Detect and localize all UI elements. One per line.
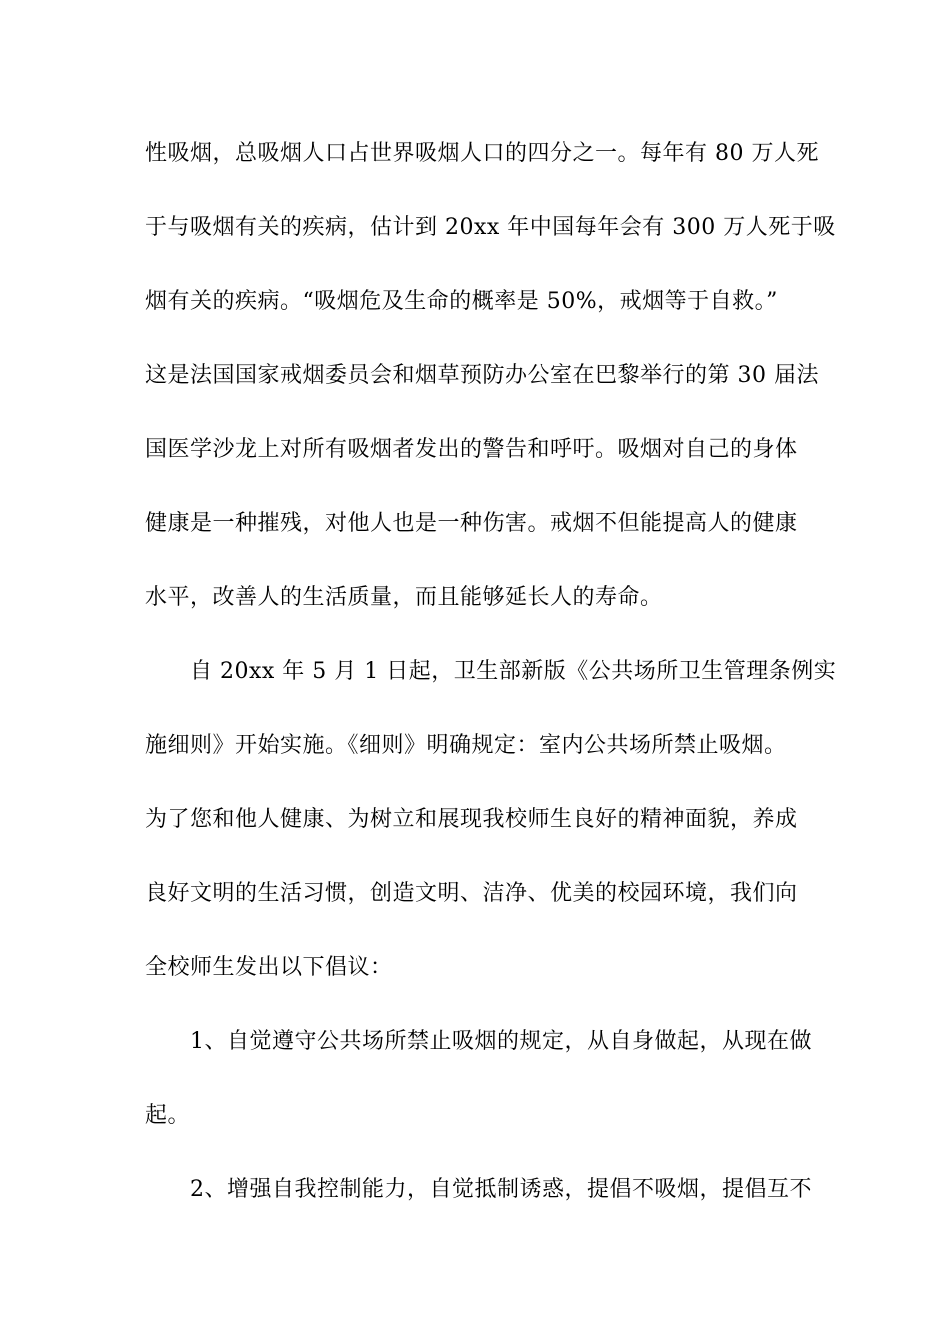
text-line-1: 性吸烟，总吸烟人口占世界吸烟人口的四分之一。每年有 80 万人死 <box>145 141 819 166</box>
text-line-9: 施细则》开始实施。《细则》明确规定：室内公共场所禁止吸烟。 <box>145 733 787 758</box>
text-line-13: 1、自觉遵守公共场所禁止吸烟的规定，从自身做起，从现在做 <box>190 1029 812 1054</box>
text-line-10: 为了您和他人健康、为树立和展现我校师生良好的精神面貌，养成 <box>145 807 798 832</box>
text-line-8: 自 20xx 年 5 月 1 日起，卫生部新版《公共场所卫生管理条例实 <box>190 659 837 684</box>
text-line-6: 健康是一种摧残，对他人也是一种伤害。戒烟不但能提高人的健康 <box>145 511 798 536</box>
text-line-15: 2、增强自我控制能力，自觉抵制诱惑，提倡不吸烟，提倡互不 <box>190 1177 812 1202</box>
text-line-3: 烟有关的疾病。“吸烟危及生命的概率是 50%，戒烟等于自救。” <box>145 289 778 314</box>
text-line-2: 于与吸烟有关的疾病，估计到 20xx 年中国每年会有 300 万人死于吸 <box>145 215 836 240</box>
text-line-4: 这是法国国家戒烟委员会和烟草预防办公室在巴黎举行的第 30 届法 <box>145 363 819 388</box>
text-line-7: 水平，改善人的生活质量，而且能够延长人的寿命。 <box>145 585 663 610</box>
text-line-11: 良好文明的生活习惯，创造文明、洁净、优美的校园环境，我们向 <box>145 881 798 906</box>
text-line-12: 全校师生发出以下倡议： <box>145 955 393 980</box>
text-line-5: 国医学沙龙上对所有吸烟者发出的警告和呼吁。吸烟对自己的身体 <box>145 437 798 462</box>
text-line-14: 起。 <box>145 1103 191 1128</box>
